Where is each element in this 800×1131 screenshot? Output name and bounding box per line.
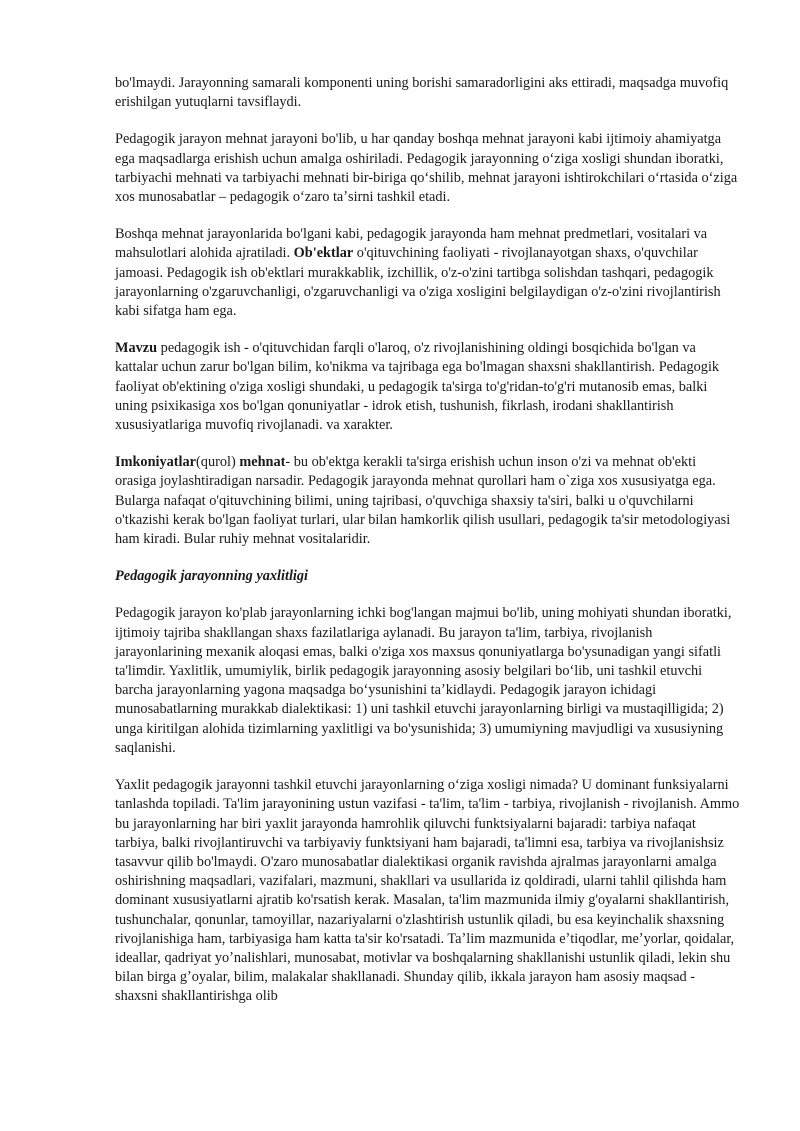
text-run: pedagogik ish - o'qituvchidan farqli o'laroq, o'z rivojlanishining oldingi bosqichida bo'lgan va kattalar uchun zarur bo'lgan bilim, ko'nikma va tajribaga ega bo'lmagan shaxsni shakllantirish. Pedagogik faoliyat ob'ektining o'ziga xosligi shundaki, u pedagogik ta'sirga to'g'ridan-to'g'ri mutanosib emas, balki uning psixikasiga xos bo'lgan qonuniyatlar - idrok etish, tushunish, fikrlash, irodani shakllantirish xususiyatlariga muvofiq rivojlanadi. va xarakter. xyxy=(115,340,720,434)
text-run: o'qituvchining faoliyati - rivojlanayotgan shaxs, o'quvchilar jamoasi. Pedagogik ish ob'ektlari murakkablik, izchillik, o'z-o'zini tartibga solishdan tashqari, pedagogik jarayonlarning o'zgaruvchanligi, o'zgaruvchanligi va o'ziga xosligini belgilaydigan o'z-o'zini rivojlantirish kabi sifatga ham ega. xyxy=(115,245,721,320)
text-run: Boshqa mehnat jarayonlarida bo'lgani kabi, pedagogik jarayonda ham mehnat predmetlari, vositalari va mahsulotlari alohida ajratiladi. xyxy=(115,226,708,262)
paragraph xyxy=(115,74,740,112)
bold-term: mehnat xyxy=(239,454,286,471)
paragraph xyxy=(115,130,740,207)
text-run: bo'lmaydi. Jarayonning samarali komponenti uning borishi samaradorligini aks ettiradi, maqsadga muvofiq erishilgan yutuqlarni tavsiflaydi. xyxy=(115,75,729,111)
text-run: Pedagogik jarayon ko'plab jarayonlarning ichki bog'langan majmui bo'lib, uning mohiyati shundan iboratki, ijtimoiy tajriba shakllangan shaxs fazilatlariga aylanadi. Bu jarayon ta'lim, tarbiya, rivojlanish jarayonlarining mexanik aloqasi emas, balki o'ziga xos maxsus qonuniyatlarga bo'ysunadigan yangi sifatli ta'limdir. Yaxlitlik, umumiylik, birlik pedagogik jarayonning asosiy belgilari boʻlib, uni tashkil etuvchi barcha jarayonlarning yagona maqsadga boʻysunishini taʼkidlaydi. Pedagogik jarayon ichidagi munosabatlarning murakkab dialektikasi: 1) uni tashkil etuvchi jarayonlarning birligi va mustaqilligida; 2) unga kiritilgan alohida tizimlarning yaxlitligi va bo'ysunishida; 3) umumiyning mavjudligi va xususiyning saqlanishi. xyxy=(115,605,732,756)
paragraph xyxy=(115,225,740,321)
text-run: Pedagogik jarayon mehnat jarayoni bo'lib, u har qanday boshqa mehnat jarayoni kabi ijtimoiy ahamiyatga ega maqsadlarga erishish uchun amalga oshiriladi. Pedagogik jarayonning oʻziga xosligi shundan iboratki, tarbiyachi mehnati va tarbiyachi mehnati bir-biriga qoʻshilib, mehnat jarayoni ishtirokchilari oʻrtasida oʻziga xos munosabatlar – pedagogik oʻzaro taʼsirni tashkil etadi. xyxy=(115,131,738,206)
text-run: - bu ob'ektga kerakli ta'sirga erishish uchun inson o'zi va mehnat ob'ekti orasiga joylashtiradigan narsadir. Pedagogik jarayonda mehnat qurollari ham o`ziga xos xususiyatga ega. Bularga nafaqat o'qituvchining bilimi, uning tajribasi, o'quvchiga shaxsiy ta'siri, balki u o'quvchilarni o'tkazishi kerak bo'lgan faoliyat turlari, ular bilan hamkorlik qilish usullari, pedagogik ta'sir metodologiyasi ham kiradi. Bular ruhiy mehnat vositalaridir. xyxy=(115,454,731,548)
paragraph xyxy=(115,339,740,435)
document-body-lower xyxy=(115,604,740,1006)
text-run: (qurol) xyxy=(196,454,240,471)
paragraph xyxy=(115,776,740,1006)
bold-term: Imkoniyatlar xyxy=(115,454,197,471)
section-heading: Pedagogik jarayonning yaxlitligi xyxy=(115,568,309,585)
document-body-upper xyxy=(115,74,740,549)
paragraph xyxy=(115,453,740,549)
document-page xyxy=(115,74,740,1025)
text-run: Yaxlit pedagogik jarayonni tashkil etuvchi jarayonlarning oʻziga xosligi nimada? U dominant funksiyalarni tanlashda topiladi. Ta'lim jarayonining ustun vazifasi - ta'lim, ta'lim - tarbiya, rivojlanish - rivojlanish. Ammo bu jarayonlarning har biri yaxlit jarayonda hamrohlik qiluvchi funktsiyalarni bajaradi: tarbiya nafaqat tarbiya, balki rivojlantiruvchi va tarbiyaviy funktsiyani ham bajaradi, ta'limni esa, tarbiya va rivojlanishsiz tasavvur qilib bo'lmaydi. O'zaro munosabatlar dialektikasi organik ravishda ajralmas jarayonlarni amalga oshirishning maqsadlari, vazifalari, mazmuni, shakllari va usullarida iz qoldiradi, ularni tahlil qilishda ham dominant xususiyatlarni ajratib ko'rsatish kerak. Masalan, ta'lim mazmunida ilmiy g'oyalarni shakllantirish, tushunchalar, qonunlar, tamoyillar, nazariyalarni o'zlashtirish ustunlik qiladi, bu esa keyinchalik shaxsning rivojlanishiga ham, tarbiyasiga ham katta ta'sir ko'rsatadi. Taʼlim mazmunida eʼtiqodlar, meʼyorlar, qoidalar, ideallar, qadriyat yoʼnalishlari, munosabat, motivlar va boshqalarning shakllanishi ustunlik qiladi, lekin shu bilan birga gʼoyalar, bilim, malakalar shakllanadi. Shunday qilib, ikkala jarayon ham asosiy maqsad - shaxsni shakllantirishga olib xyxy=(115,777,740,1005)
paragraph xyxy=(115,604,740,758)
bold-term: Ob'ektlar xyxy=(293,245,354,262)
bold-term: Mavzu xyxy=(115,340,158,357)
